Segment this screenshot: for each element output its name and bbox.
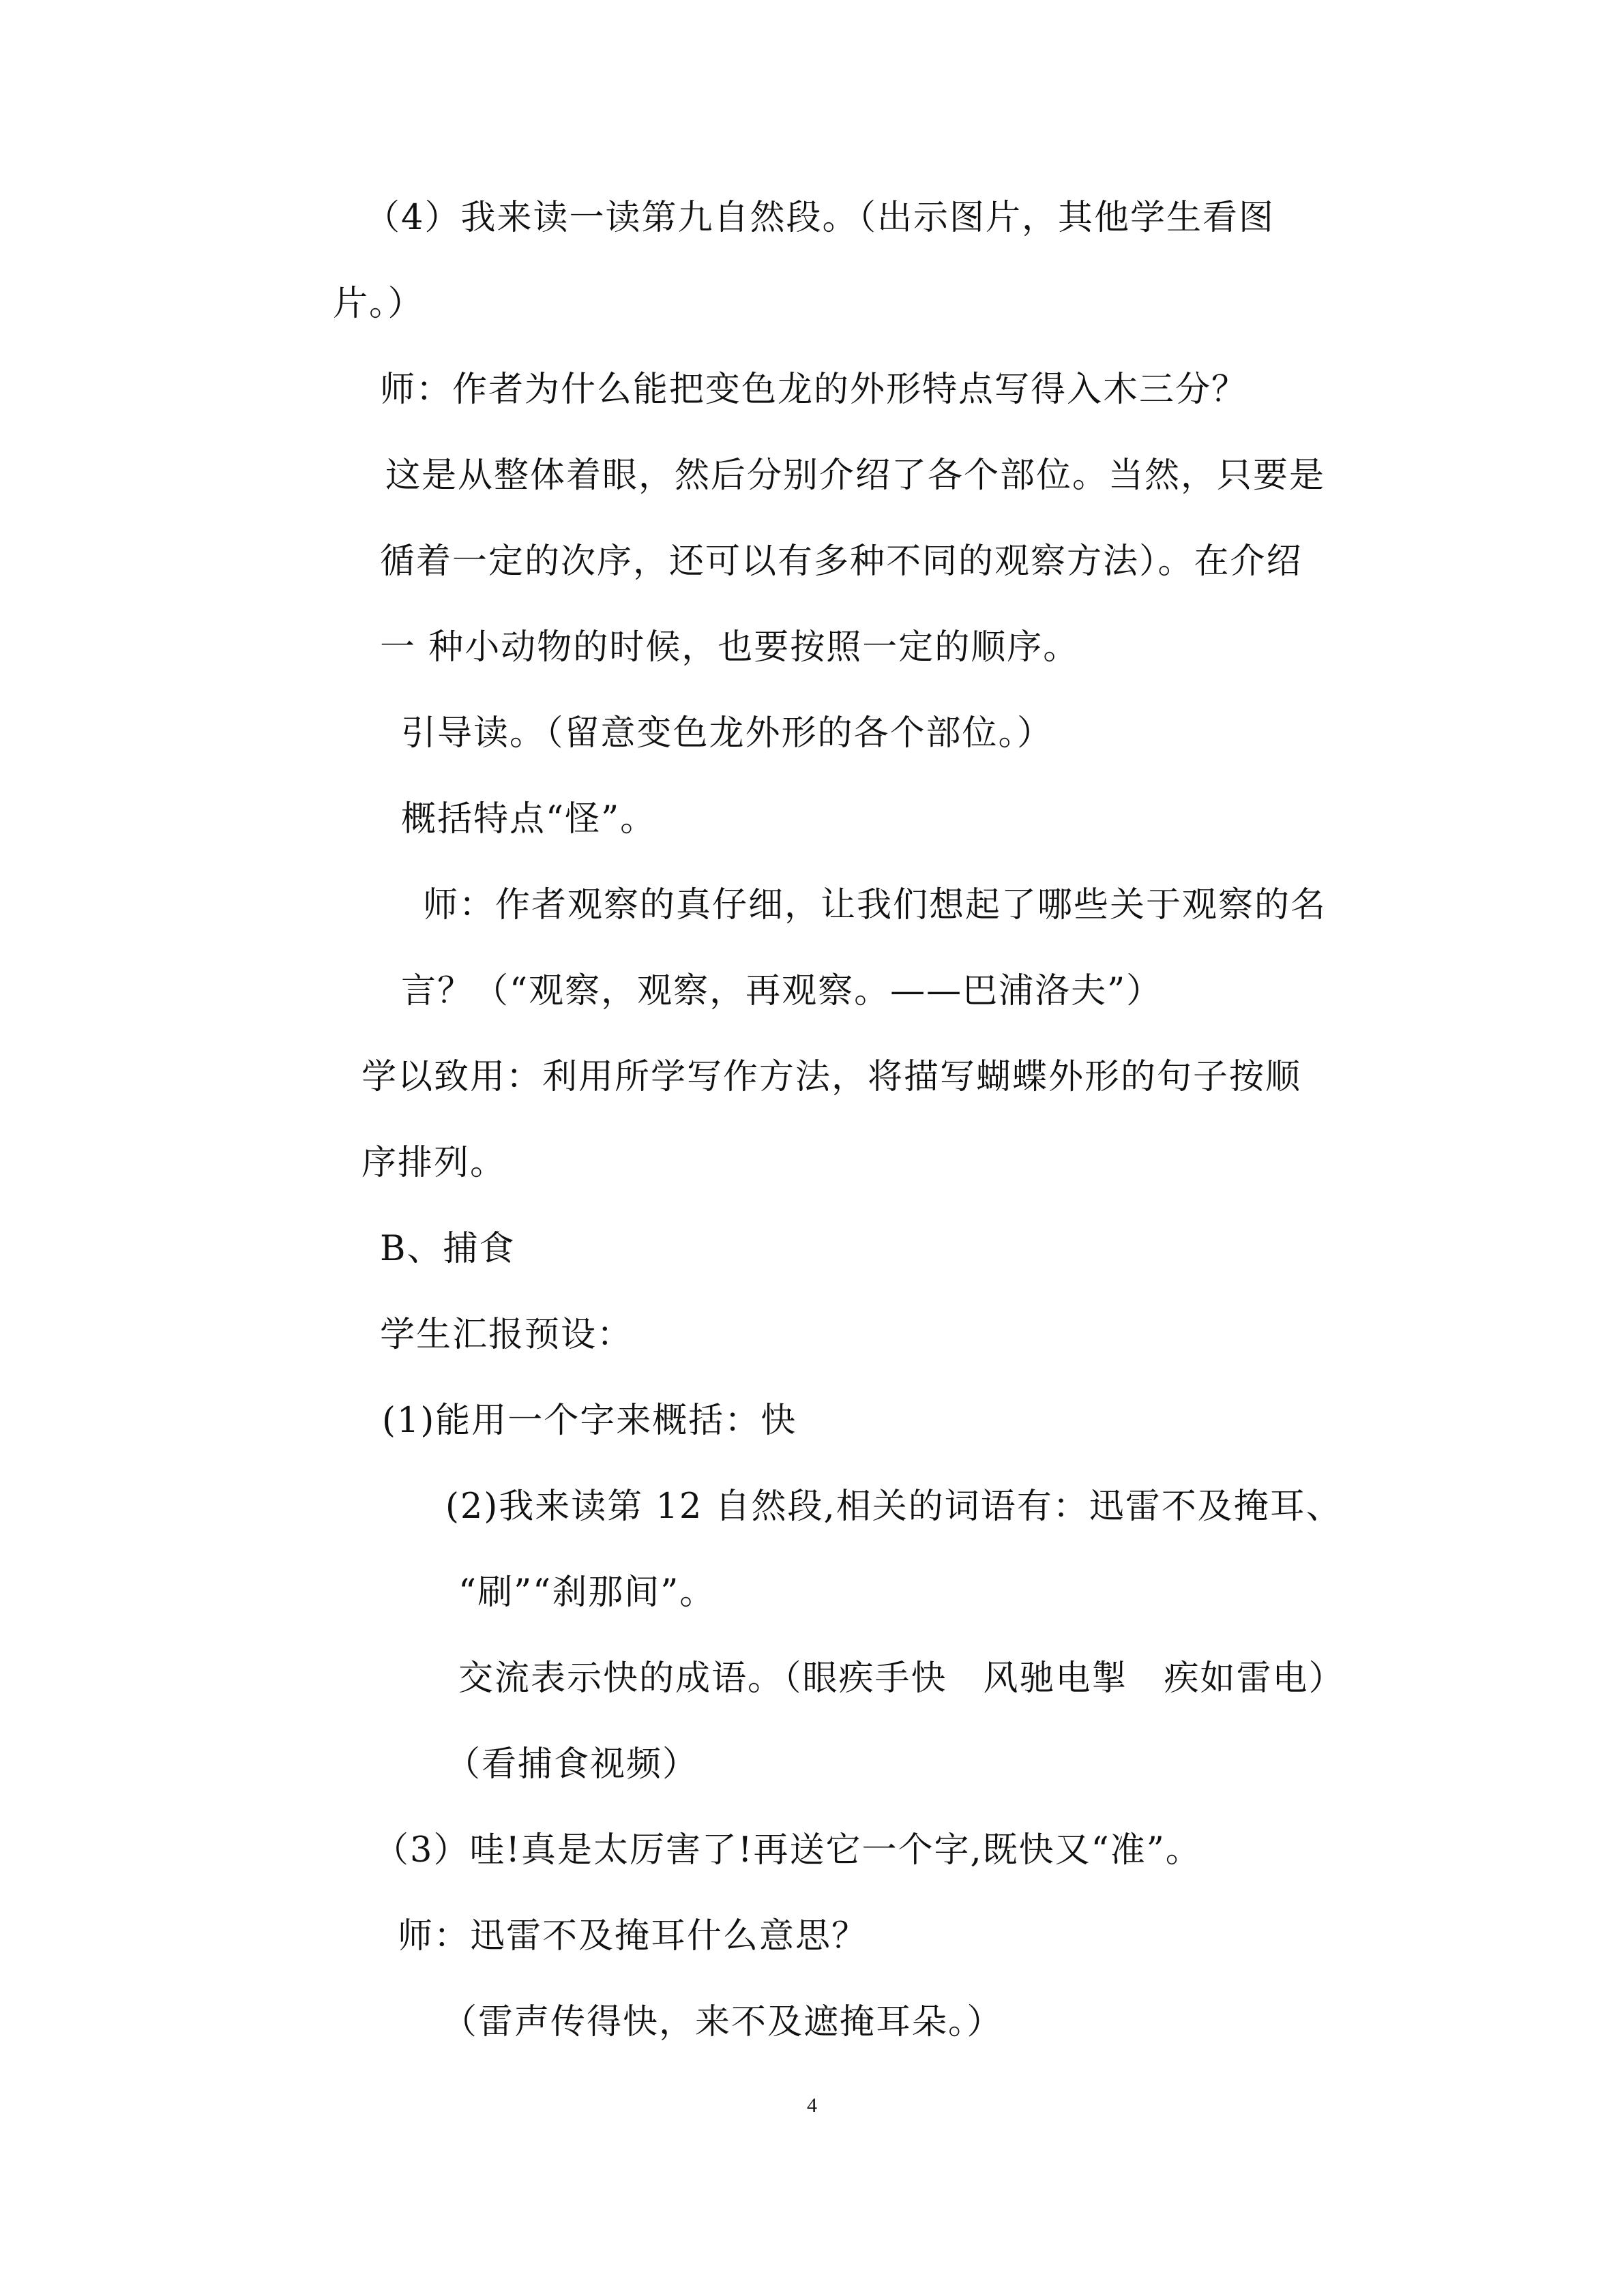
text-line: 交流表示快的成语。（眼疾手快 风驰电掣 疾如雷电）	[458, 1658, 1345, 1699]
text-line: 循着一定的次序，还可以有多种不同的观察方法）。在介绍	[380, 541, 1303, 582]
text-line: 学生汇报预设：	[380, 1315, 634, 1355]
text-line: （4）我来读一读第九自然段。（出示图片，其他学生看图	[365, 198, 1275, 238]
text-line: 片。）	[333, 284, 424, 324]
text-line: 师：作者观察的真仔细，让我们想起了哪些关于观察的名	[423, 885, 1327, 925]
section-heading: B、捕食	[380, 1229, 516, 1269]
text-line: 概括特点“怪”。	[401, 799, 657, 839]
text-line: （雷声传得快，来不及遮掩耳朵。）	[442, 2002, 1003, 2042]
text-line: (1)能用一个字来概括：快	[382, 1401, 797, 1441]
text-line: 学以致用：利用所学写作方法，将描写蝴蝶外形的句子按顺	[361, 1057, 1302, 1097]
text-line: （看捕食视频）	[445, 1744, 699, 1785]
text-line: 师：迅雷不及掩耳什么意思？	[398, 1916, 868, 1956]
text-line: 一 种小动物的时候，也要按照一定的顺序。	[380, 627, 1080, 668]
text-line: 引导读。（留意变色龙外形的各个部位。）	[401, 713, 1054, 754]
text-line: (2)我来读第 12 自然段,相关的词语有：迅雷不及掩耳、	[445, 1487, 1342, 1527]
text-line: 这是从整体着眼，然后分别介绍了各个部位。当然，只要是	[385, 456, 1326, 496]
text-line: （3）哇!真是太厉害了!再送它一个字,既快又“准”。	[374, 1830, 1202, 1870]
page-number: 4	[807, 2094, 817, 2117]
text-line: 序排列。	[361, 1143, 507, 1183]
text-line: “刷”“刹那间”。	[458, 1572, 716, 1613]
text-line: 言？（“观察，观察，再观察。——巴浦洛夫”）	[401, 971, 1163, 1011]
text-line: 师：作者为什么能把变色龙的外形特点写得入木三分？	[380, 370, 1248, 410]
